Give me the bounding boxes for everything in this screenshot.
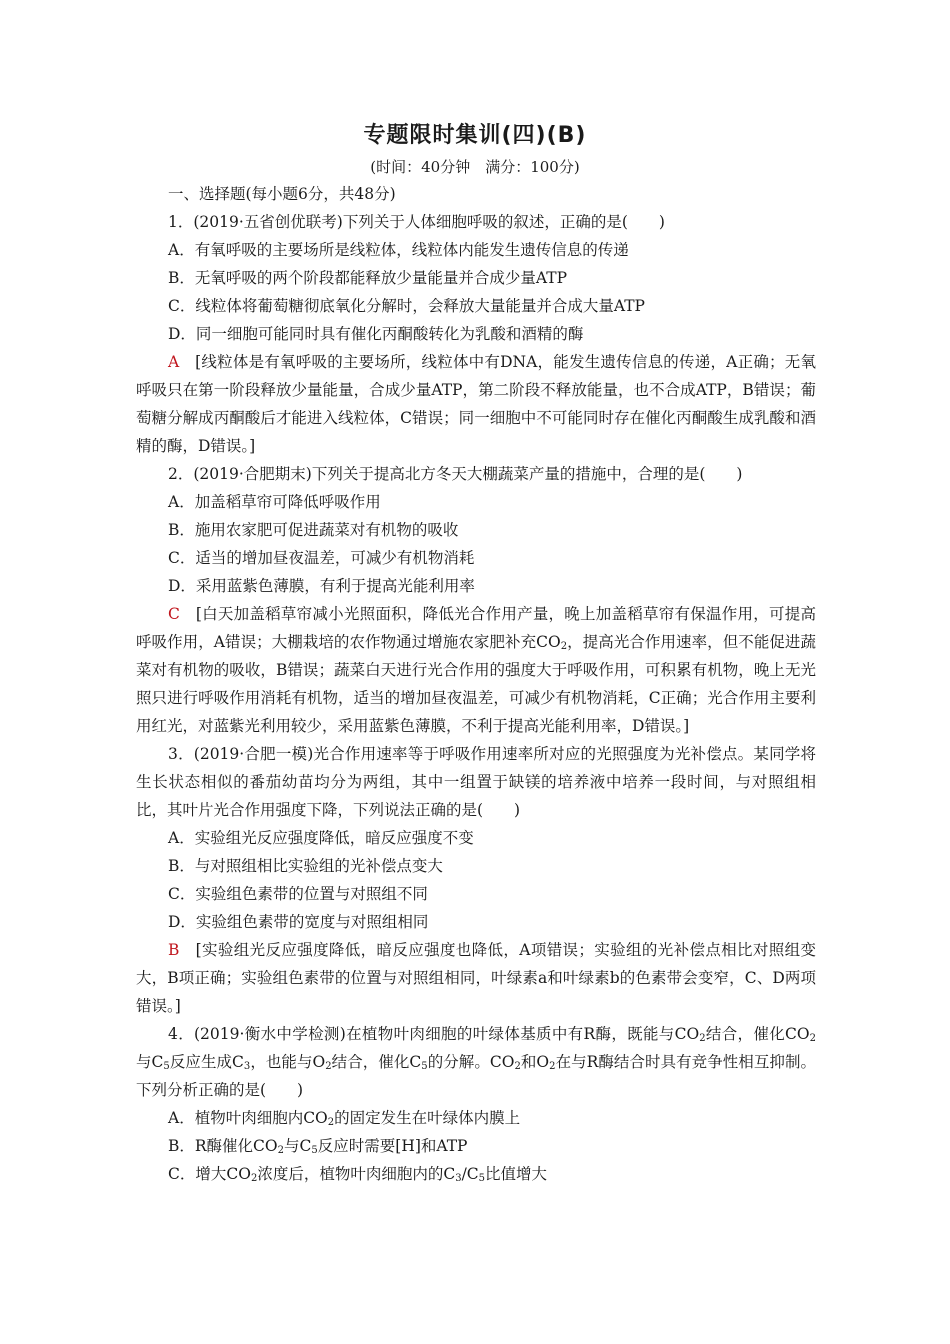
question-4-option-c <box>136 1160 816 1188</box>
question-3-solution <box>136 936 816 1020</box>
subscript: 2 <box>277 1145 285 1156</box>
q4-stem-text: 与C <box>136 1053 164 1071</box>
question-2-solution <box>136 600 816 740</box>
q4-stem-text: 的分解。CO <box>427 1053 515 1071</box>
page-subtitle: (时间：40分钟 满分：100分) <box>370 158 580 176</box>
question-2-explanation-part-2: ，提高光合作用速率，但不能促进蔬菜对有机物的吸收，B错误；蔬菜白天进行光合作用的强度大于呼吸作用，可积累有机物，晚上无光照只进行呼吸作用消耗有机物，适当的增加昼夜温差，可减少有机物消耗，C正确；光合作用主要利用红光，对蓝紫光利用较少，采用蓝紫色薄膜，不利于提高光能利用率，D错误。] <box>136 633 816 735</box>
subscript: 2 <box>327 1117 335 1128</box>
q4-stem-text: 结合，催化CO <box>705 1025 810 1043</box>
question-2-option-b: B．施用农家肥可促进蔬菜对有机物的吸收 <box>168 521 459 539</box>
subscript: 2 <box>809 1033 816 1044</box>
q4-option-text: B．R酶催化CO <box>168 1137 278 1155</box>
q4-stem-text: 4．(2019·衡水中学检测)在植物叶肉细胞的叶绿体基质中有R酶，既能与CO <box>168 1025 700 1043</box>
subscript: 3 <box>455 1173 462 1184</box>
question-3-option-b: B．与对照组相比实验组的光补偿点变大 <box>168 857 443 875</box>
question-1-option-c: C．线粒体将葡萄糖彻底氧化分解时，会释放大量能量并合成大量ATP <box>168 297 645 315</box>
q4-option-text: 反应时需要[H]和ATP <box>317 1137 468 1155</box>
question-1-option-a: A．有氧呼吸的主要场所是线粒体，线粒体内能发生遗传信息的传递 <box>168 241 629 259</box>
question-2-option-a: A．加盖稻草帘可降低呼吸作用 <box>168 493 381 511</box>
question-1-option-d: D．同一细胞可能同时具有催化丙酮酸转化为乳酸和酒精的酶 <box>168 325 584 343</box>
subscript: 2 <box>699 1033 706 1044</box>
question-4-option-a <box>136 1104 816 1132</box>
question-2-option-d: D．采用蓝紫色薄膜，有利于提高光能利用率 <box>168 577 475 595</box>
question-3-stem: 3．(2019·合肥一模)光合作用速率等于呼吸作用速率所对应的光照强度为光补偿点。某同学将生长状态相似的番茄幼苗均分为两组，其中一组置于缺镁的培养液中培养一段时间，与对照组相比，其叶片光合作用强度下降，下列说法正确的是( ) <box>136 745 816 819</box>
question-4-stem <box>136 1020 816 1104</box>
page-title: 专题限时集训(四)(B) <box>363 123 587 148</box>
question-2-answer: C <box>168 605 180 623</box>
question-2-option-c: C．适当的增加昼夜温差，可减少有机物消耗 <box>168 549 475 567</box>
question-3-option-d: D．实验组色素带的宽度与对照组相同 <box>168 913 429 931</box>
q4-option-text: A．植物叶肉细胞内CO <box>168 1109 328 1127</box>
section-heading: 一、选择题(每小题6分，共48分) <box>168 185 396 203</box>
q4-option-text: C．增大CO <box>168 1165 251 1183</box>
q4-stem-text: 在与R酶结合时具有竞争性相互抑制。下列分析正确的是( ) <box>136 1053 816 1099</box>
q4-stem-text: ，也能与O <box>250 1053 326 1071</box>
question-1-answer: A <box>168 353 180 371</box>
q4-option-text: 的固定发生在叶绿体内膜上 <box>334 1109 521 1127</box>
subscript: 5 <box>478 1173 486 1184</box>
subscript: 5 <box>311 1145 318 1156</box>
question-1-option-b: B．无氧呼吸的两个阶段都能释放少量能量并合成少量ATP <box>168 269 568 287</box>
question-3-answer: B <box>168 941 180 959</box>
subscript: 2 <box>325 1061 332 1072</box>
question-2-explanation-part-1: [白天加盖稻草帘减小光照面积，降低光合作用产量，晚上加盖稻草帘有保温作用，可提高呼吸作用，A错误；大棚栽培的农作物通过增施农家肥补充CO <box>136 605 816 651</box>
question-1-stem: 1．(2019·五省创优联考)下列关于人体细胞呼吸的叙述，正确的是( ) <box>168 213 665 231</box>
question-3-option-a: A．实验组光反应强度降低，暗反应强度不变 <box>168 829 474 847</box>
subscript: 3 <box>243 1061 251 1072</box>
q4-option-text: 浓度后，植物叶肉细胞内的C <box>257 1165 456 1183</box>
question-4-option-b <box>136 1132 816 1160</box>
question-2-stem: 2．(2019·合肥期末)下列关于提高北方冬天大棚蔬菜产量的措施中，合理的是( ) <box>168 465 743 483</box>
q4-stem-text: 结合，催化C <box>331 1053 422 1071</box>
question-1-solution <box>136 348 816 460</box>
subscript: 2 <box>514 1061 521 1072</box>
subscript: 2 <box>560 641 568 652</box>
subscript: 2 <box>250 1173 258 1184</box>
subscript: 5 <box>421 1061 428 1072</box>
q4-stem-text: 反应生成C <box>169 1053 244 1071</box>
q4-option-text: 与C <box>284 1137 312 1155</box>
q4-option-text: /C <box>461 1165 479 1183</box>
q4-option-text: 比值增大 <box>485 1165 548 1183</box>
subscript: 5 <box>163 1061 170 1072</box>
subscript: 2 <box>549 1061 556 1072</box>
document-content <box>136 180 816 1188</box>
question-3-explanation: [实验组光反应强度降低，暗反应强度也降低，A项错误；实验组的光补偿点相比对照组变大，B项正确；实验组色素带的位置与对照组相同，叶绿素a和叶绿素b的色素带会变窄，C、D两项错误。] <box>136 941 816 1015</box>
question-1-explanation: [线粒体是有氧呼吸的主要场所，线粒体中有DNA，能发生遗传信息的传递，A正确；无氧呼吸只在第一阶段释放少量能量，合成少量ATP，第二阶段不释放能量，也不合成ATP，B错误；葡萄糖分解成丙酮酸后才能进入线粒体，C错误；同一细胞中不可能同时存在催化丙酮酸生成乳酸和酒精的酶，D错误。] <box>136 353 816 455</box>
q4-stem-text: 和O <box>520 1053 550 1071</box>
question-3-option-c: C．实验组色素带的位置与对照组不同 <box>168 885 428 903</box>
